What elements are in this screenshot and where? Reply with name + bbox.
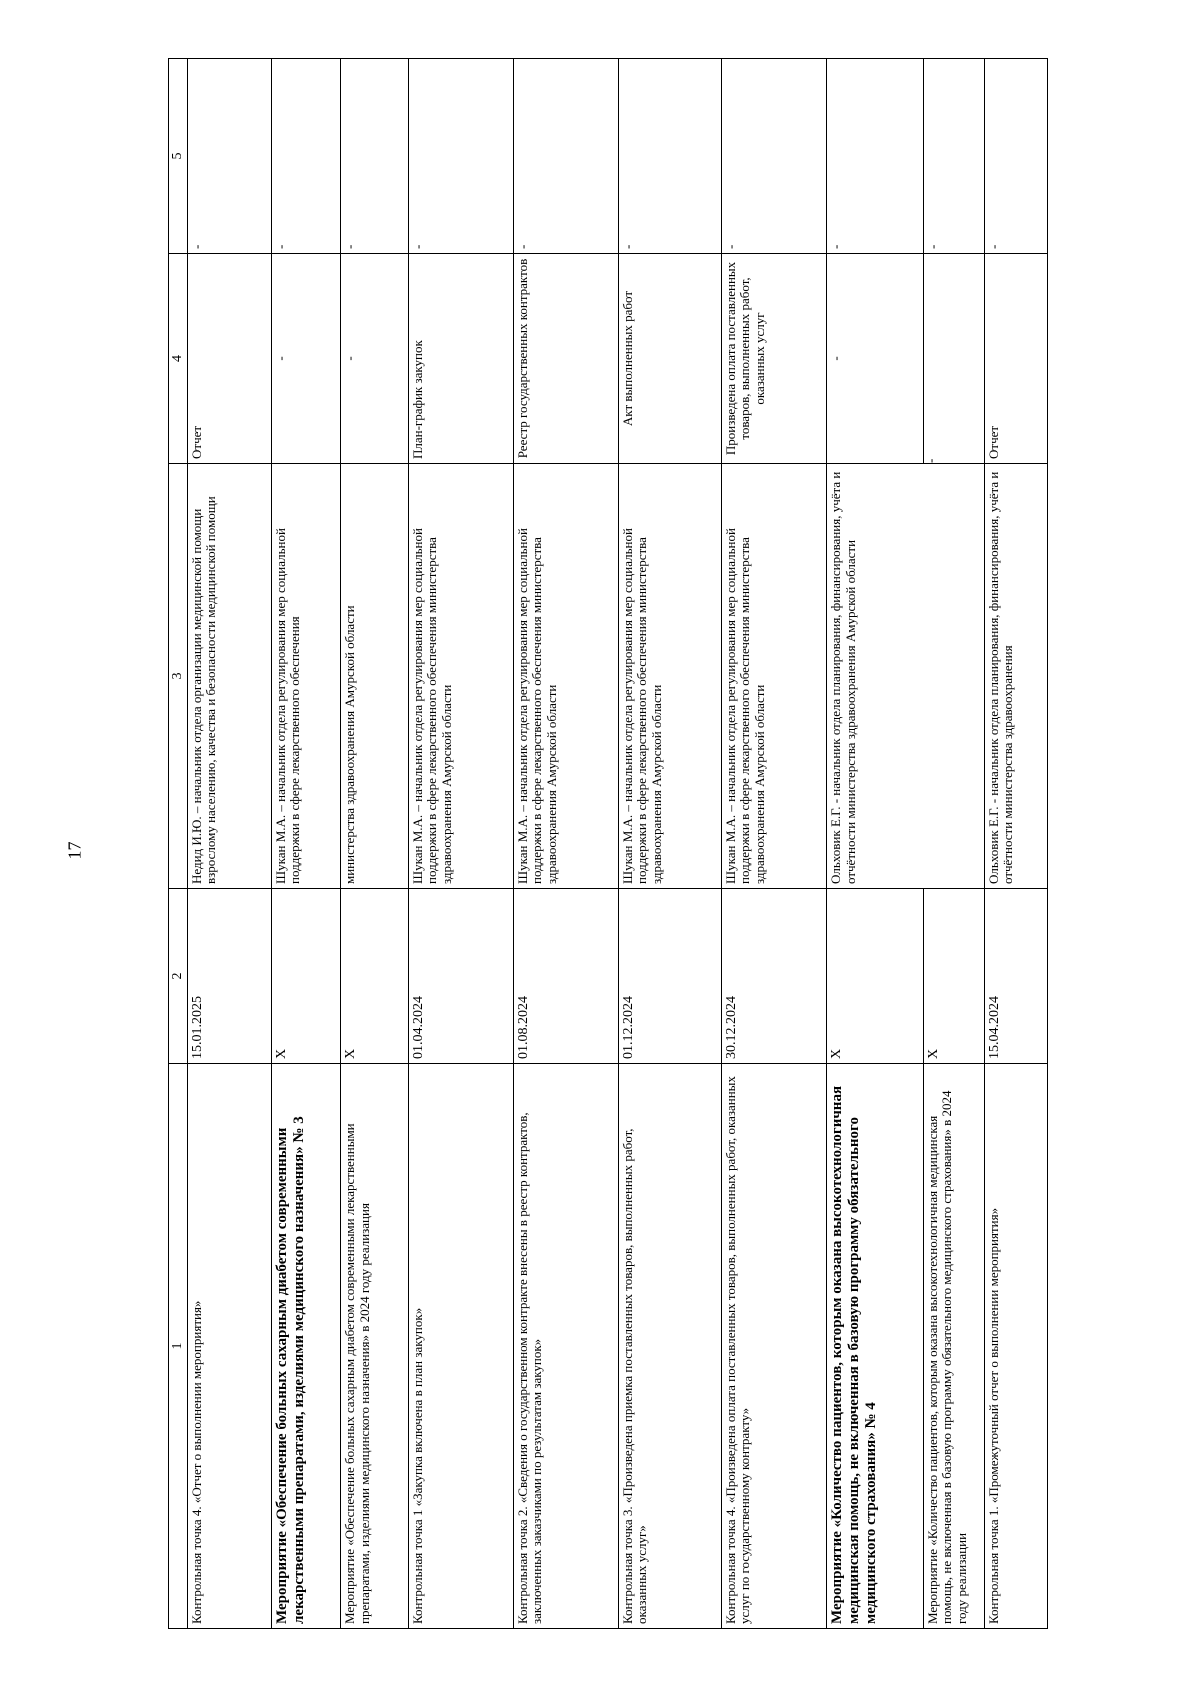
header-col-4: 4: [169, 254, 188, 464]
table-row: [721, 59, 826, 1629]
document-type: Отчет: [984, 254, 1047, 464]
responsible: Шукан М.А. – начальник отдела регулирования мер социальной поддержки в сфере лекарственного обеспечения министерства здравоохранения Амурской области: [618, 464, 721, 889]
note: -: [827, 59, 924, 254]
event-name: Мероприятие «Обеспечение больных сахарным диабетом современными лекарственными препаратами, изделиями медицинского назначения» № 3: [271, 1064, 340, 1629]
header-col-3: 3: [169, 464, 188, 889]
event-name: Контрольная точка 1. «Промежуточный отчет о выполнении мероприятия»: [984, 1064, 1047, 1629]
responsible: Шукан М.А. – начальник отдела регулирования мер социальной поддержки в сфере лекарственного обеспечения: [271, 464, 340, 889]
responsible: Шукан М.А. – начальник отдела регулирования мер социальной поддержки в сфере лекарственного обеспечения министерства здравоохранения Амурской области: [513, 464, 618, 889]
event-name: Мероприятие «Обеспечение больных сахарным диабетом современными лекарственными препаратами, изделиями медицинского назначения» в 2024 году реализация: [341, 1064, 408, 1629]
responsible: Ольховик Е.Г. - начальник отдела планирования, финансирования, учёта и отчётности министерства здравоохранения Амурской области: [827, 464, 985, 889]
note: -: [341, 59, 408, 254]
note: -: [618, 59, 721, 254]
header-col-5: 5: [169, 59, 188, 254]
event-name: Мероприятие «Количество пациентов, которым оказана высокотехнологичная медицинская помощь, не включенная в базовую программу обязательного медицинского страхования» в 2024 году реализации: [923, 1064, 984, 1629]
deadline: 30.12.2024: [721, 889, 826, 1064]
note: -: [984, 59, 1047, 254]
document-type: Реестр государственных контрактов: [513, 254, 618, 464]
table-row: [271, 59, 340, 1629]
event-name: Контрольная точка 2. «Сведения о государственном контракте внесены в реестр контрактов, заключенных заказчиками по результатам закупок»: [513, 1064, 618, 1629]
responsible: Шукан М.А. – начальник отдела регулирования мер социальной поддержки в сфере лекарственного обеспечения министерства здравоохранения Амурской области: [721, 464, 826, 889]
note: -: [513, 59, 618, 254]
document-type: -: [827, 254, 924, 464]
deadline: Х: [923, 889, 984, 1064]
table-row: [513, 59, 618, 1629]
document-type: План-график закупок: [408, 254, 513, 464]
document-type: Произведена оплата поставленных товаров, выполненных работ, оказанных услуг: [721, 254, 826, 464]
deadline: 01.12.2024: [618, 889, 721, 1064]
deadline: Х: [271, 889, 340, 1064]
responsible: министерства здравоохранения Амурской области: [341, 464, 408, 889]
deadline: 01.04.2024: [408, 889, 513, 1064]
header-col-1: 1: [169, 1064, 188, 1629]
note: -: [271, 59, 340, 254]
event-name: Мероприятие «Количество пациентов, которым оказана высокотехнологичная медицинская помощь, не включенная в базовую программу обязательного медицинского страхования» № 4: [827, 1064, 924, 1629]
table-row: [187, 59, 271, 1629]
event-name: Контрольная точка 4. «Произведена оплата поставленных товаров, выполненных работ, оказанных услуг по государственному контракту»: [721, 1064, 826, 1629]
event-name: Контрольная точка 3. «Произведена приемка поставленных товаров, выполненных работ, оказанных услуг»: [618, 1064, 721, 1629]
responsible: Недид И.Ю. – начальник отдела организации медицинской помощи взрослому населению, качества и безопасности медицинской помощи: [187, 464, 271, 889]
table-row: [408, 59, 513, 1629]
rotated-table-container: [168, 59, 1048, 1629]
table-row: [827, 59, 924, 1629]
note: -: [923, 59, 984, 254]
header-row: [169, 59, 188, 1629]
page-number: 17: [64, 841, 85, 860]
responsible: Шукан М.А. – начальник отдела регулирования мер социальной поддержки в сфере лекарственного обеспечения министерства здравоохранения Амурской области: [408, 464, 513, 889]
note: -: [408, 59, 513, 254]
document-type: -: [271, 254, 340, 464]
table-row: [618, 59, 721, 1629]
document-type: [923, 254, 984, 464]
event-name: Контрольная точка 1 «Закупка включена в план закупок»: [408, 1064, 513, 1629]
header-col-2: 2: [169, 889, 188, 1064]
event-name: Контрольная точка 4. «Отчет о выполнении мероприятия»: [187, 1064, 271, 1629]
note: -: [187, 59, 271, 254]
document-type: Акт выполненных работ: [618, 254, 721, 464]
dash-mark: -: [922, 458, 938, 463]
deadline: Х: [341, 889, 408, 1064]
deadline: 01.08.2024: [513, 889, 618, 1064]
deadline: 15.04.2024: [984, 889, 1047, 1064]
plan-table: [168, 58, 1048, 1629]
note: -: [721, 59, 826, 254]
document-type: Отчет: [187, 254, 271, 464]
responsible: Ольховик Е.Г. - начальник отдела планирования, финансирования, учёта и отчётности министерства здравоохранения: [984, 464, 1047, 889]
table-row: [984, 59, 1047, 1629]
deadline: 15.01.2025: [187, 889, 271, 1064]
table-row: [341, 59, 408, 1629]
document-type: -: [341, 254, 408, 464]
deadline: Х: [827, 889, 924, 1064]
